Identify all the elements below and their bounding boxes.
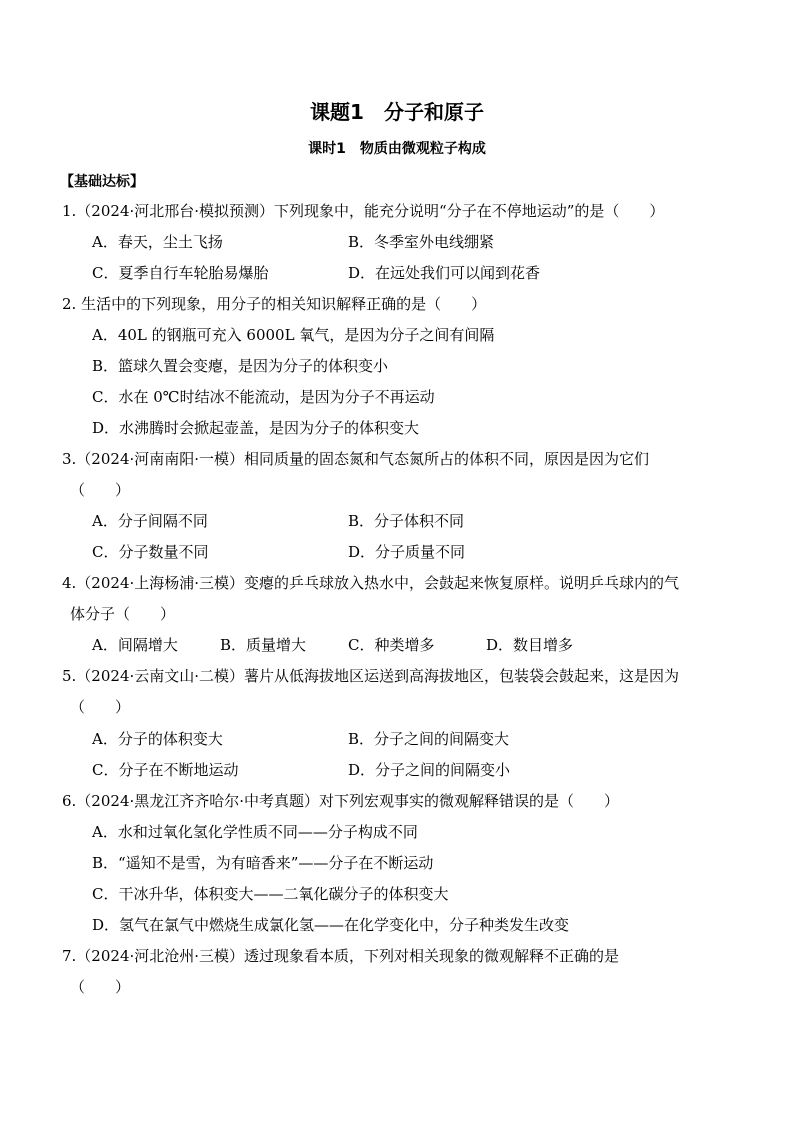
page-title: 课题1 分子和原子 [310,100,484,124]
question-1-option-c: C．夏季自行车轮胎易爆胎 [92,264,269,282]
question-3-option-a: A．分子间隔不同 [92,512,208,530]
question-4-option-a: A．间隔增大 [92,636,178,654]
question-6-option-d: D．氢气在氯气中燃烧生成氯化氢——在化学变化中，分子种类发生改变 [92,916,570,934]
question-2-option-d: D．水沸腾时会掀起壶盖，是因为分子的体积变大 [92,419,420,437]
question-6-stem: 6.（2024·黑龙江齐齐哈尔·中考真题）对下列宏观事实的微观解释错误的是（ ） [62,792,620,810]
question-4-stem-cont: 体分子（ ） [70,605,176,623]
question-1-option-b: B．冬季室外电线绷紧 [348,233,495,251]
question-2-option-a: A．40L 的钢瓶可充入 6000L 氧气，是因为分子之间有间隔 [92,326,495,344]
question-5-stem-cont: （ ） [70,698,131,716]
question-5-option-c: C．分子在不断地运动 [92,761,239,779]
question-1-stem: 1.（2024·河北邢台·模拟预测）下列现象中，能充分说明“分子在不停地运动”的是（ ） [62,202,665,220]
question-3-stem: 3.（2024·河南南阳·一模）相同质量的固态氮和气态氮所占的体积不同，原因是因为它们 [62,450,650,468]
question-5-stem: 5.（2024·云南文山·二模）薯片从低海拔地区运送到高海拔地区，包装袋会鼓起来，这是因为 [62,667,680,685]
question-3-option-b: B．分子体积不同 [348,512,465,530]
question-3-stem-cont: （ ） [70,481,131,499]
question-4-stem: 4.（2024·上海杨浦·三模）变瘪的乒乓球放入热水中，会鼓起来恢复原样。说明乒乓球内的气 [62,574,680,592]
question-5-option-a: A．分子的体积变大 [92,730,223,748]
question-2-option-c: C．水在 0℃时结冰不能流动，是因为分子不再运动 [92,388,435,406]
question-6-option-c: C．干冰升华，体积变大——二氧化碳分子的体积变大 [92,885,449,903]
question-6-option-b: B．“遥知不是雪，为有暗香来”——分子在不断运动 [92,854,434,872]
question-2-option-b: B．篮球久置会变瘪，是因为分子的体积变小 [92,357,389,375]
question-7-stem-cont: （ ） [70,978,131,996]
question-4-option-b: B．质量增大 [220,636,307,654]
page-subtitle: 课时1 物质由微观粒子构成 [308,141,486,157]
question-4-option-c: C．种类增多 [348,636,435,654]
section-heading: 【基础达标】 [60,174,144,190]
question-1-option-a: A．春天，尘土飞扬 [92,233,223,251]
question-5-option-b: B．分子之间的间隔变大 [348,730,510,748]
question-5-option-d: D．分子之间的间隔变小 [348,761,511,779]
question-2-stem: 2. 生活中的下列现象，用分子的相关知识解释正确的是（ ） [62,295,487,313]
question-3-option-d: D．分子质量不同 [348,543,466,561]
question-6-option-a: A．水和过氧化氢化学性质不同——分子构成不同 [92,823,418,841]
question-7-stem: 7.（2024·河北沧州·三模）透过现象看本质，下列对相关现象的微观解释不正确的是 [62,947,620,965]
question-1-option-d: D．在远处我们可以闻到花香 [348,264,541,282]
question-4-option-d: D．数目增多 [486,636,574,654]
question-3-option-c: C．分子数量不同 [92,543,209,561]
